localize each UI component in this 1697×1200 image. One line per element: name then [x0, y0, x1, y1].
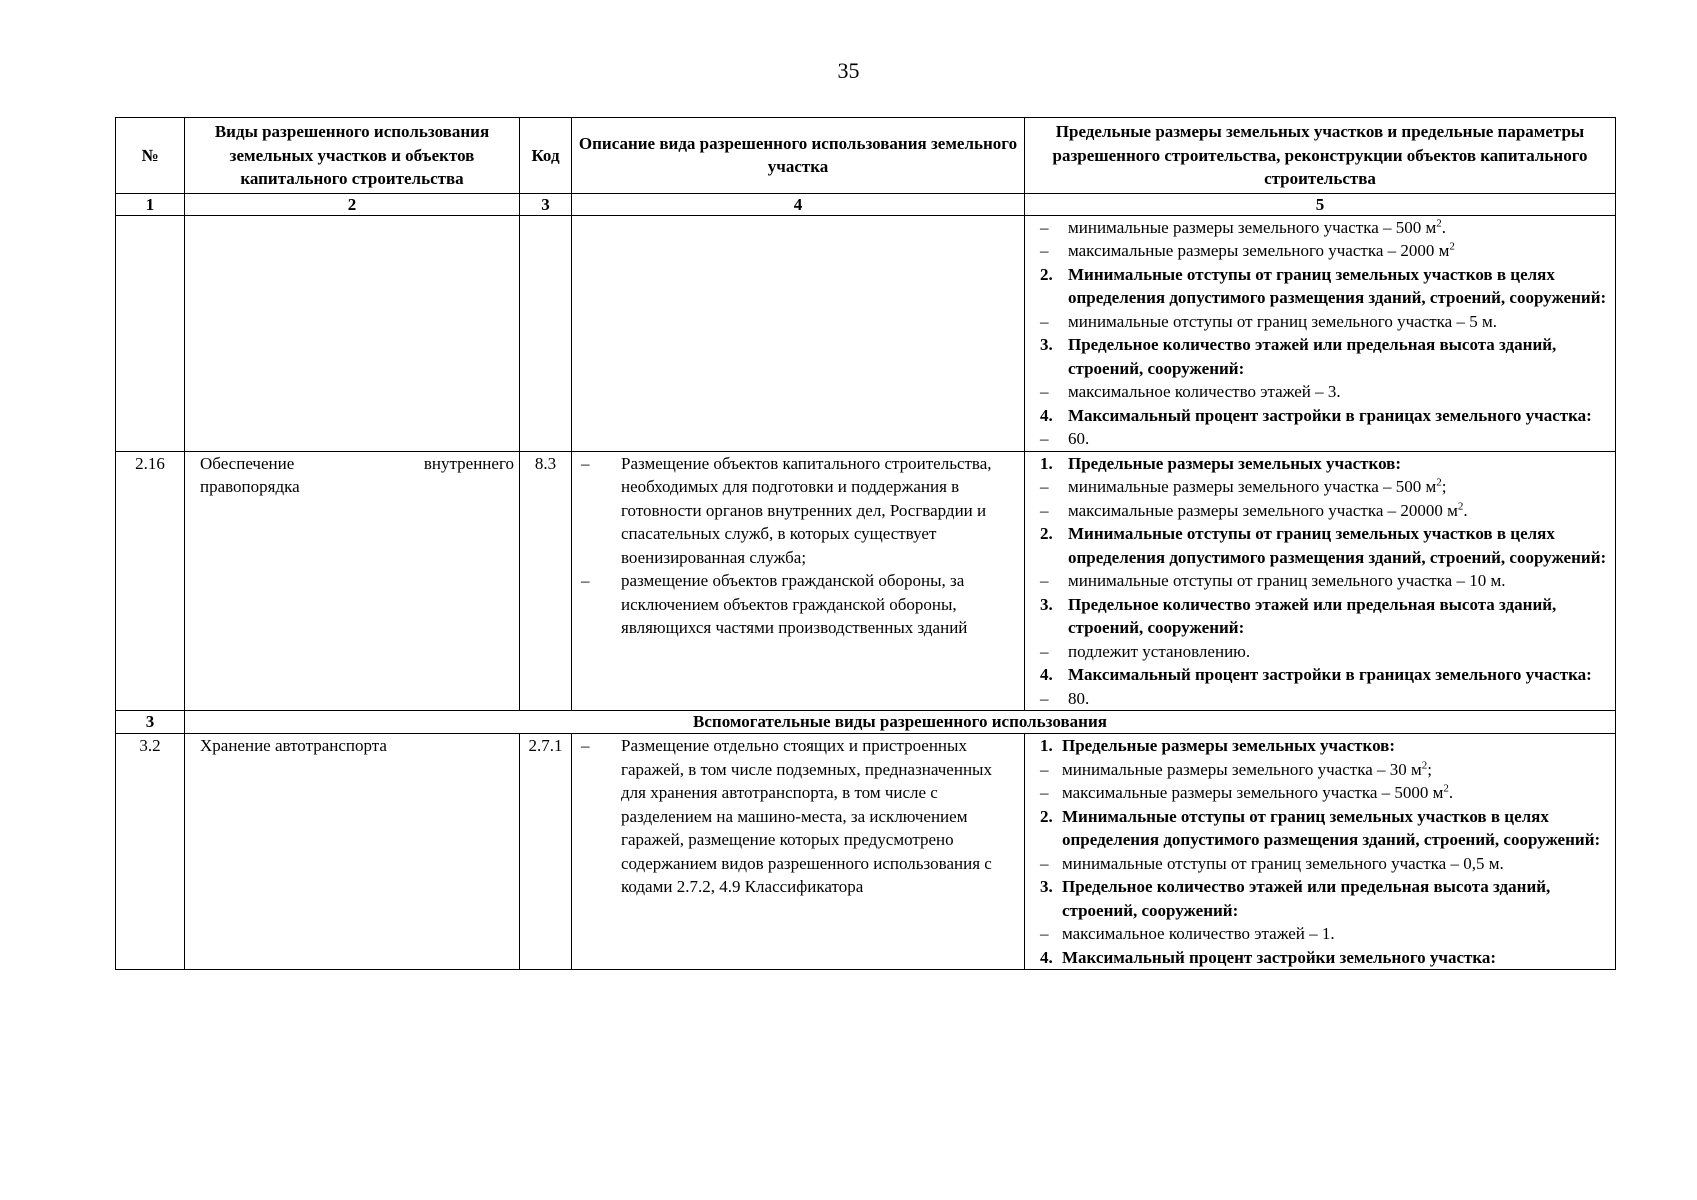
- row-num: 3.2: [116, 734, 185, 970]
- list-marker: –: [1040, 311, 1049, 331]
- kind-word: внутреннего: [423, 453, 514, 473]
- list-item-main-text: Предельные размеры земельных участков:: [1062, 736, 1396, 755]
- column-numbers-row: [116, 193, 1616, 215]
- list-item-text: [1062, 758, 1610, 782]
- list-item-text: [1068, 427, 1610, 451]
- superscript: 2: [1457, 499, 1464, 512]
- superscript: 2: [1443, 782, 1449, 795]
- list-item-text: [1068, 263, 1610, 310]
- list-marker: 4.: [1040, 405, 1053, 425]
- list-marker: –: [1040, 241, 1049, 260]
- list-item: [1030, 946, 1610, 970]
- kind-line: Хранение автотранспорта: [200, 736, 387, 755]
- row-code: 2.7.1: [520, 734, 572, 970]
- column-number: 5: [1025, 193, 1616, 215]
- list-item: [1030, 569, 1610, 593]
- limits-list: [1030, 734, 1610, 969]
- row-num: 2.16: [116, 451, 185, 711]
- list-marker: 1.: [1040, 453, 1053, 473]
- list-item-main-text: максимальные размеры земельного участка – 2000 м: [1068, 241, 1450, 260]
- table-row: [116, 451, 1616, 711]
- list-item-main-text: 60.: [1068, 429, 1090, 448]
- list-item-text: [1068, 310, 1610, 334]
- list-item-text: [1068, 452, 1610, 476]
- list-marker: 2.: [1040, 524, 1053, 543]
- header-description: Описание вида разрешенного использования земельного участка: [572, 118, 1025, 194]
- list-item-main-text: подлежит установлению.: [1068, 641, 1251, 661]
- list-item-text: [1062, 946, 1610, 970]
- list-item-punctuation: .: [1448, 783, 1454, 802]
- list-item-main-text: Минимальные отступы от границ земельных участков в целях определения допустимого размещения зданий, строений, сооружений:: [1062, 806, 1601, 849]
- list-marker: 4.: [1040, 665, 1053, 684]
- list-item: [1030, 333, 1610, 380]
- column-number: 3: [520, 193, 572, 215]
- list-item: [1030, 216, 1610, 240]
- list-item-main-text: Максимальный процент застройки земельного участка:: [1062, 947, 1497, 967]
- list-item-main-text: Максимальный процент застройки в границах земельного участка:: [1068, 405, 1592, 425]
- row-code-cell: [520, 215, 572, 451]
- superscript: 2: [1436, 216, 1442, 229]
- list-item-text: [1068, 239, 1610, 263]
- row-limits: [1025, 734, 1616, 970]
- list-item: [1030, 380, 1610, 404]
- list-item: [1030, 781, 1610, 805]
- list-marker: –: [1040, 783, 1049, 802]
- list-item-main-text: минимальные отступы от границ земельного участка – 10 м.: [1068, 571, 1506, 590]
- list-item-main-text: максимальное количество этажей – 3.: [1068, 382, 1341, 401]
- list-item: [1030, 758, 1610, 782]
- table-row: [116, 734, 1616, 970]
- list-item: [577, 569, 1019, 640]
- kind-word: Обеспечение: [200, 453, 295, 473]
- row-kind: [185, 451, 520, 711]
- list-item: [1030, 922, 1610, 946]
- row-limits-cell: [1025, 215, 1616, 451]
- list-item-text: [1068, 522, 1610, 569]
- list-item-text: [1068, 333, 1610, 380]
- list-item-text: [1068, 663, 1610, 687]
- list-item: [1030, 687, 1610, 711]
- list-item-text: [1068, 380, 1610, 404]
- list-item: [1030, 875, 1610, 922]
- list-item-text: [621, 452, 1019, 570]
- list-marker: –: [1040, 382, 1049, 401]
- list-item-main-text: максимальные размеры земельного участка – 20000 м: [1068, 500, 1458, 520]
- list-item: [1030, 452, 1610, 476]
- list-item-main-text: размещение объектов гражданской обороны, за исключением объектов гражданской обороны, являющихся частями производственных зданий: [621, 571, 968, 637]
- list-item: [1030, 852, 1610, 876]
- row-kind-cell: [185, 215, 520, 451]
- list-item-main-text: 80.: [1068, 688, 1090, 708]
- list-item-text: [1068, 569, 1610, 593]
- page-number: 35: [837, 58, 860, 83]
- list-item: [1030, 734, 1610, 758]
- kind-line: правопорядка: [200, 477, 300, 496]
- list-item-main-text: Минимальные отступы от границ земельных участков в целях определения допустимого размещения зданий, строений, сооружений:: [1068, 264, 1607, 307]
- list-item: [577, 452, 1019, 570]
- list-item: [1030, 404, 1610, 428]
- land-use-regulations-table: [115, 117, 1616, 970]
- list-marker: –: [1040, 641, 1049, 661]
- list-item-text: [1068, 499, 1610, 523]
- list-item-text: [1062, 734, 1610, 758]
- header-limits: Предельные размеры земельных участков и предельные параметры разрешенного строительства, реконструкции объектов капитального строительства: [1025, 118, 1616, 194]
- list-marker: –: [1040, 853, 1049, 873]
- list-item-text: [621, 734, 1019, 899]
- list-item-punctuation: ;: [1427, 759, 1432, 779]
- column-number: 1: [116, 193, 185, 215]
- description-list: [577, 452, 1019, 640]
- list-item: [1030, 239, 1610, 263]
- list-item-text: [1062, 852, 1610, 876]
- list-item: [1030, 522, 1610, 569]
- list-item-text: [1062, 875, 1610, 922]
- column-number: 4: [572, 193, 1025, 215]
- table-row: [116, 215, 1616, 451]
- list-item-main-text: Предельные размеры земельных участков:: [1068, 453, 1402, 473]
- list-item: [1030, 263, 1610, 310]
- superscript: 2: [1436, 476, 1442, 489]
- superscript: 2: [1449, 240, 1455, 253]
- list-item-punctuation: .: [1441, 217, 1447, 237]
- list-marker: –: [1040, 571, 1049, 590]
- row-description-cell: [572, 215, 1025, 451]
- limits-list: [1030, 452, 1610, 711]
- superscript: 2: [1421, 758, 1428, 771]
- list-item-main-text: Минимальные отступы от границ земельных участков в целях определения допустимого размещения зданий, строений, сооружений:: [1068, 524, 1607, 567]
- list-item-text: [1068, 404, 1610, 428]
- list-item: [1030, 310, 1610, 334]
- row-description: [572, 734, 1025, 970]
- list-item-text: [1068, 593, 1610, 640]
- list-item-text: [1062, 781, 1610, 805]
- list-item-main-text: Предельное количество этажей или предельная высота зданий, строений, сооружений:: [1068, 335, 1557, 378]
- row-description: [572, 451, 1025, 711]
- list-item-text: [621, 569, 1019, 640]
- list-item-main-text: Максимальный процент застройки в границах земельного участка:: [1068, 665, 1592, 684]
- list-item-punctuation: .: [1463, 500, 1468, 520]
- list-marker: –: [581, 736, 590, 755]
- list-item-text: [1068, 687, 1610, 711]
- list-marker: –: [1040, 217, 1049, 237]
- column-number: 2: [185, 193, 520, 215]
- list-item: [1030, 427, 1610, 451]
- list-item-main-text: минимальные размеры земельного участка – 30 м: [1062, 759, 1422, 779]
- list-item-main-text: Размещение отдельно стоящих и пристроенных гаражей, в том числе подземных, предназначенных для хранения автотранспорта, в том числе с разделением на машино-места, за исключением гаражей, размещение которых предусмотрено содержанием видов разрешенного использования с кодами 2.7.2, 4.9 Классификатора: [621, 736, 992, 896]
- list-item-punctuation: ;: [1441, 477, 1447, 496]
- row-code: 8.3: [520, 451, 572, 711]
- list-item-text: [1068, 216, 1610, 240]
- table-header-row: [116, 118, 1616, 194]
- list-item-main-text: Предельное количество этажей или предельная высота зданий, строений, сооружений:: [1062, 877, 1551, 920]
- list-marker: –: [1040, 759, 1049, 779]
- header-code: Код: [520, 118, 572, 194]
- header-num: №: [116, 118, 185, 194]
- list-item-main-text: максимальные размеры земельного участка – 5000 м: [1062, 783, 1444, 802]
- row-limits: [1025, 451, 1616, 711]
- list-marker: –: [581, 453, 590, 473]
- list-marker: –: [1040, 924, 1049, 943]
- list-marker: 2.: [1040, 806, 1053, 826]
- list-marker: –: [1040, 429, 1049, 448]
- list-item-main-text: максимальное количество этажей – 1.: [1062, 924, 1335, 943]
- list-marker: 2.: [1040, 264, 1053, 284]
- list-marker: –: [1040, 500, 1049, 520]
- list-marker: –: [581, 571, 590, 590]
- list-item: [1030, 593, 1610, 640]
- list-item-main-text: Предельное количество этажей или предельная высота зданий, строений, сооружений:: [1068, 594, 1557, 637]
- list-item-main-text: минимальные отступы от границ земельного участка – 0,5 м.: [1062, 853, 1504, 873]
- limits-list: [1030, 216, 1610, 451]
- list-item-text: [1062, 922, 1610, 946]
- list-marker: 3.: [1040, 594, 1053, 614]
- list-item: [1030, 475, 1610, 499]
- list-item-text: [1068, 640, 1610, 664]
- list-item-main-text: минимальные размеры земельного участка – 500 м: [1068, 217, 1437, 237]
- list-item-text: [1068, 475, 1610, 499]
- list-marker: –: [1040, 477, 1049, 496]
- list-item-main-text: минимальные отступы от границ земельного участка – 5 м.: [1068, 311, 1497, 331]
- list-marker: 1.: [1040, 736, 1053, 755]
- list-marker: 4.: [1040, 947, 1053, 967]
- row-kind: [185, 734, 520, 970]
- header-kind: Виды разрешенного использования земельных участков и объектов капитального строительства: [185, 118, 520, 194]
- list-item: [1030, 805, 1610, 852]
- section-title: Вспомогательные виды разрешенного использования: [185, 711, 1616, 734]
- list-item-text: [1062, 805, 1610, 852]
- list-item: [1030, 663, 1610, 687]
- list-item-main-text: Размещение объектов капитального строительства, необходимых для подготовки и поддержания в готовности органов внутренних дел, Росгвардии и спасательных служб, в которых существует военизированная служба;: [621, 453, 992, 567]
- list-marker: 3.: [1040, 335, 1053, 354]
- list-item: [1030, 640, 1610, 664]
- description-list: [577, 734, 1019, 899]
- list-item: [577, 734, 1019, 899]
- section-row: [116, 711, 1616, 734]
- list-marker: 3.: [1040, 877, 1053, 896]
- row-num-cell: [116, 215, 185, 451]
- section-num: 3: [116, 711, 185, 734]
- list-item: [1030, 499, 1610, 523]
- list-item-main-text: минимальные размеры земельного участка – 500 м: [1068, 477, 1437, 496]
- list-marker: –: [1040, 688, 1049, 708]
